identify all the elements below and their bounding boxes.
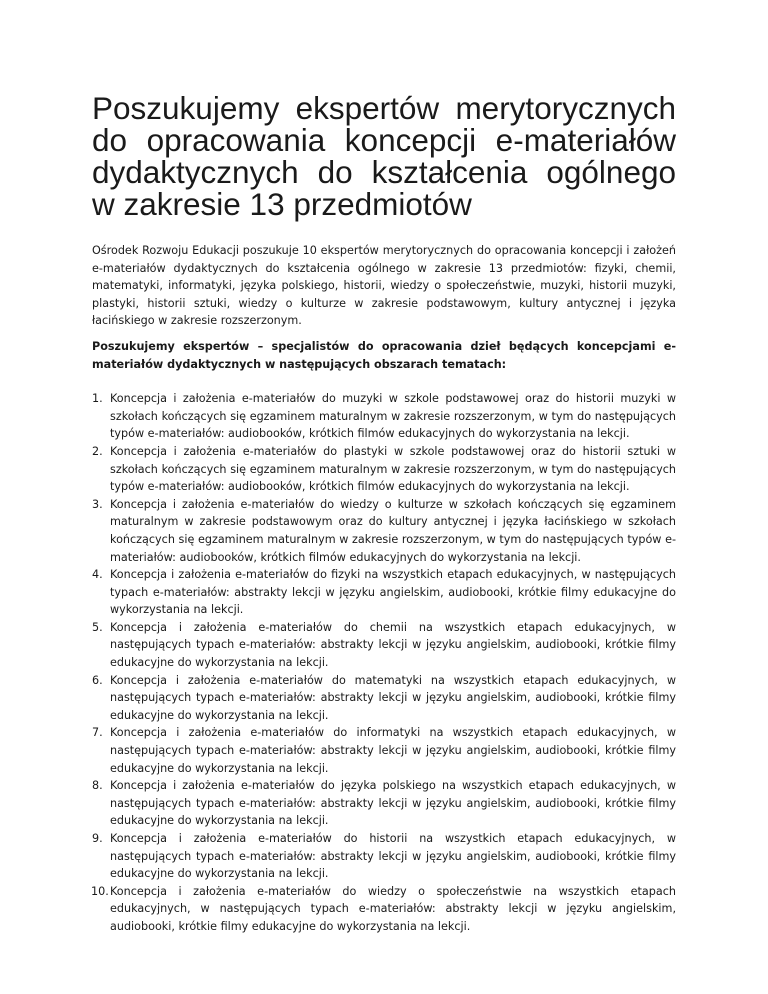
list-item [92,883,676,936]
list-item-number: 2. [92,444,103,458]
list-item-text: Koncepcja i założenia e-materiałów do wiedzy o kulturze w szkołach kończących się egzaminem maturalnym w zakresie podstawowym oraz do kultury antycznej i języka łacińskiego w szkołach kończących się egzaminem maturalnym w zakresie rozszerzonym, w tym do następujących typów e-materiałów: audiobooków, krótkich filmów edukacyjnych do wykorzystania na lekcji. [110,497,676,564]
list-item [92,390,676,443]
list-item-number: 6. [92,673,103,687]
list-item-number: 5. [92,620,103,634]
list-item-number: 9. [92,832,103,845]
list-item-text: Koncepcja i założenia e-materiałów do chemii na wszystkich etapach edukacyjnych, w następujących typach e-materiałów: abstrakty lekcji w języku angielskim, audiobooki, krótkie filmy edukacyjne do wykorzystania na lekcji. [110,620,676,670]
list-item-text: Koncepcja i założenia e-materiałów do plastyki w szkole podstawowej oraz do historii sztuki w szkołach kończących się egzaminem maturalnym w zakresie rozszerzonym, w tym do następujących typów e-materiałów: audiobooków, krótkich filmów edukacyjnych do wykorzystania na lekcji. [110,444,676,494]
list-item [92,619,676,672]
list-item-text: Koncepcja i założenia e-materiałów do języka polskiego na wszystkich etapach edukacyjnych, w następujących typach e-materiałów: abstrakty lekcji w języku angielskim, audiobooki, krótkie filmy edukacyjne do wykorzystania na lekcji. [110,779,676,828]
list-item-number: 1. [92,392,103,406]
list-item-number: 10. [91,884,109,898]
list-item [92,496,676,566]
list-item [92,830,676,883]
list-item-number: 3. [92,497,103,511]
list-item [92,724,676,777]
list-item [92,443,676,496]
list-item-text: Koncepcja i założenia e-materiałów do fizyki na wszystkich etapach edukacyjnych, w następujących typach e-materiałów: abstrakty lekcji w języku angielskim, audiobooki, krótkie filmy edukacyjne do wykorzystania na lekcji. [110,568,676,617]
page-title: Poszukujemy ekspertów merytorycznych do opracowania koncepcji e-materiałów dydaktycznych do kształcenia ogólnego w zakresie 13 przedmiotów [92,90,676,222]
list-item-text: Koncepcja i założenia e-materiałów do muzyki w szkole podstawowej oraz do historii muzyki w szkołach kończących się egzaminem maturalnym w zakresie rozszerzonym, w tym do następujących typów e-materiałów: audiobooków, krótkich filmów edukacyjnych do wykorzystania na lekcji. [110,392,676,441]
list-item-text: Koncepcja i założenia e-materiałów do matematyki na wszystkich etapach edukacyjnych, w następujących typach e-materiałów: abstrakty lekcji w języku angielskim, audiobooki, krótkie filmy edukacyjne do wykorzystania na lekcji. [110,673,676,722]
list-item [92,672,676,725]
topics-list [92,390,676,935]
list-item [92,777,676,830]
list-item [92,566,676,619]
list-item-number: 7. [92,726,103,740]
list-item-text: Koncepcja i założenia e-materiałów do historii na wszystkich etapach edukacyjnych, w następujących typach e-materiałów: abstrakty lekcji w języku angielskim, audiobooki, krótkie filmy edukacyjne do wykorzystania na lekcji. [110,832,676,881]
list-item-text: Koncepcja i założenia e-materiałów do informatyki na wszystkich etapach edukacyjnych, w następujących typach e-materiałów: abstrakty lekcji w języku angielskim, audiobooki, krótkie filmy edukacyjne do wykorzystania na lekcji. [110,726,676,775]
list-item-text: Koncepcja i założenia e-materiałów do wiedzy o społeczeństwie na wszystkich etapach edukacyjnych, w następujących typach e-materiałów: abstrakty lekcji w języku angielskim, audiobooki, krótkie filmy edukacyjne do wykorzystania na lekcji. [110,884,676,933]
intro-paragraph: Ośrodek Rozwoju Edukacji poszukuje 10 ekspertów merytorycznych do opracowania koncepcji i założeń e-materiałów dydaktycznych do kształcenia ogólnego w zakresie 13 przedmiotów: fizyki, chemii, matematyki, informatyki, języka polskiego, historii, wiedzy o społeczeństwie, muzyki, historii muzyki, plastyki, historii sztuki, wiedzy o kulturze w zakresie podstawowym, kultury antycznej i języka łacińskiego w zakresie rozszerzonym. [92,244,676,328]
list-item-number: 8. [92,779,103,793]
list-item-number: 4. [92,568,103,582]
lead-paragraph: Poszukujemy ekspertów – specjalistów do opracowania dzieł będących koncepcjami e-materiałów dydaktycznych w następujących obszarach tematach: [92,339,676,371]
